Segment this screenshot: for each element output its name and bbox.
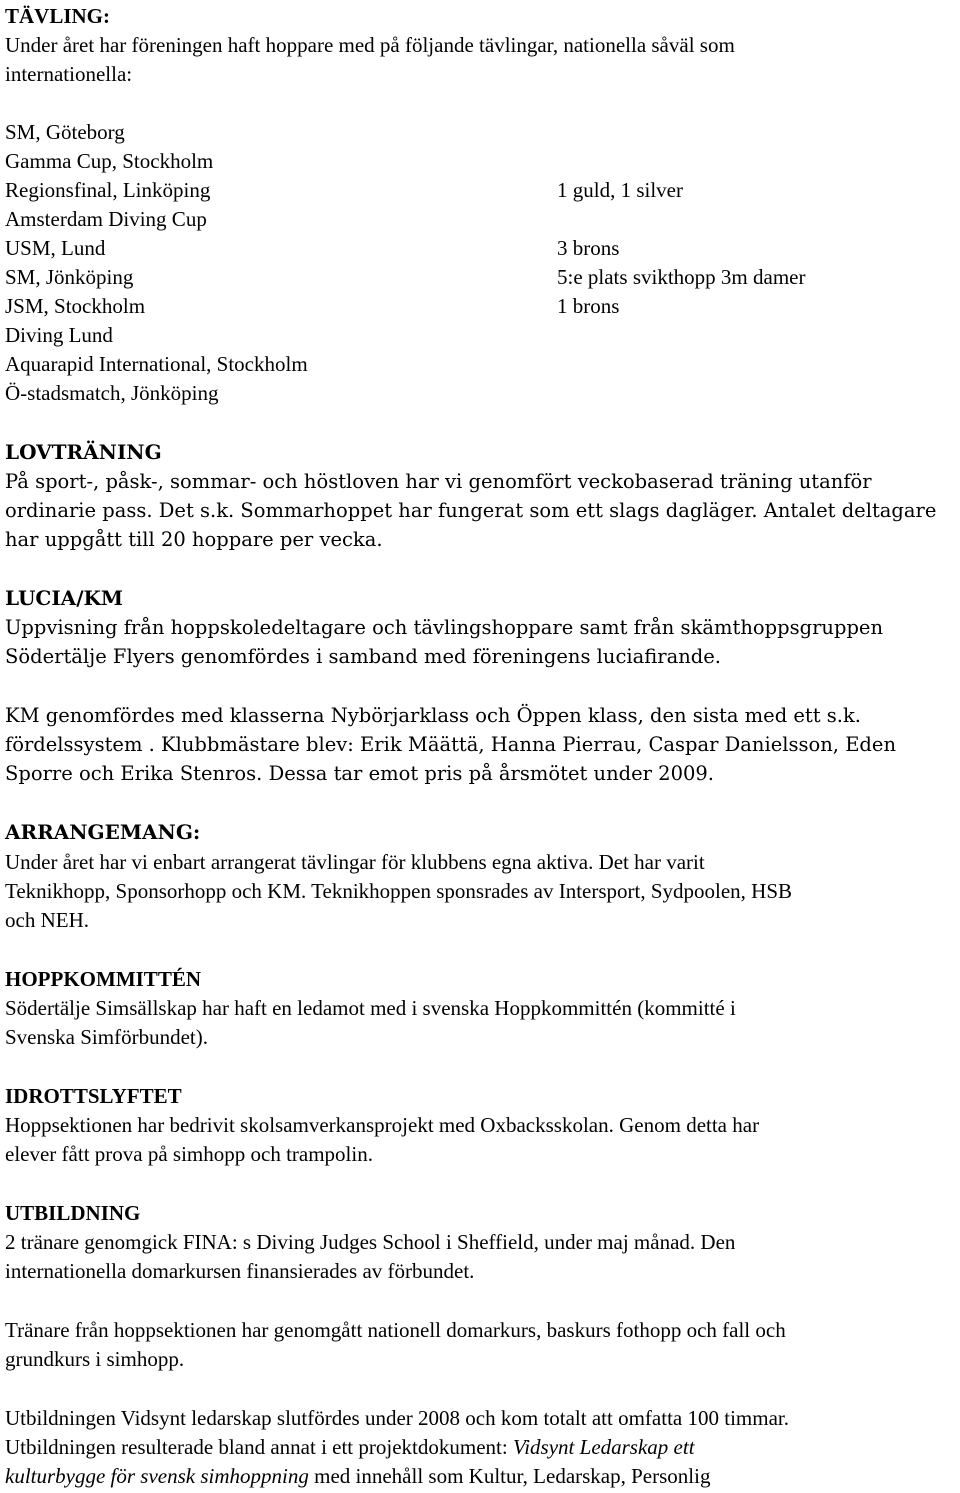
utbildning-line [5,1462,710,1491]
document-title-italic: kulturbygge för svensk simhoppning [5,1464,309,1488]
lovtraning-line: ordinarie pass. Det s.k. Sommarhoppet har fungerat som ett slags dagläger. Antalet deltagare [5,499,937,522]
hoppkommitten-heading: HOPPKOMMITTÉN [5,967,201,991]
utbildning-line [5,1433,695,1462]
idrottslyftet-line: elever fått prova på simhopp och trampolin. [5,1142,373,1166]
idrottslyftet-line: Hoppsektionen har bedrivit skolsamverkansprojekt med Oxbacksskolan. Genom detta har [5,1113,760,1137]
competition-result: 1 brons [557,294,620,318]
competition-name: SM, Göteborg [5,120,125,144]
utbildning-line-text: med innehåll som Kultur, Ledarskap, Personlig [308,1464,711,1488]
document-title-italic: Vidsynt Ledarskap ett [512,1435,695,1459]
hoppkommitten-line: Svenska Simförbundet). [5,1025,208,1049]
competition-name: USM, Lund [5,236,106,260]
competition-name: Amsterdam Diving Cup [5,207,207,231]
competition-name: JSM, Stockholm [5,294,146,318]
lovtraning-heading: LOVTRÄNING [5,440,162,464]
tavling-intro-line: internationella: [5,62,133,86]
competition-name: Ö-stadsmatch, Jönköping [5,381,219,405]
lucia-heading: LUCIA/KM [5,586,124,610]
arrangemang-line: och NEH. [5,908,89,932]
competition-name: Aquarapid International, Stockholm [5,352,308,376]
competition-name: SM, Jönköping [5,265,134,289]
arrangemang-line: Under året har vi enbart arrangerat tävlingar för klubbens egna aktiva. Det har varit [5,850,705,874]
competition-result: 3 brons [557,236,620,260]
lucia-line: Södertälje Flyers genomfördes i samband med föreningens luciafirande. [5,645,721,668]
tavling-intro-line: Under året har föreningen haft hoppare med på följande tävlingar, nationella såväl som [5,33,735,57]
competition-result: 1 guld, 1 silver [557,178,683,202]
lovtraning-line: har uppgått till 20 hoppare per vecka. [5,528,383,551]
utbildning-line: Tränare från hoppsektionen har genomgått nationell domarkurs, baskurs fothopp och fall och [5,1318,786,1342]
competition-result: 5:e plats svikthopp 3m damer [557,265,806,289]
lucia-line: Sporre och Erika Stenros. Dessa tar emot pris på årsmötet under 2009. [5,762,715,785]
hoppkommitten-line: Södertälje Simsällskap har haft en ledamot med i svenska Hoppkommittén (kommitté i [5,996,736,1020]
lovtraning-line: På sport-, påsk-, sommar- och höstloven har vi genomfört veckobaserad träning utanför [5,470,872,493]
arrangemang-line: Teknikhopp, Sponsorhopp och KM. Teknikhoppen sponsrades av Intersport, Sydpoolen, HSB [5,879,793,903]
arrangemang-heading: ARRANGEMANG: [5,820,201,844]
utbildning-line: 2 tränare genomgick FINA: s Diving Judges School i Sheffield, under maj månad. Den [5,1230,736,1254]
tavling-heading: TÄVLING: [5,4,111,28]
idrottslyftet-heading: IDROTTSLYFTET [5,1084,182,1108]
utbildning-line-text: Utbildningen resulterade bland annat i ett projektdokument: [5,1435,513,1459]
utbildning-line: grundkurs i simhopp. [5,1347,185,1371]
competition-name: Diving Lund [5,323,113,347]
competition-name: Regionsfinal, Linköping [5,178,211,202]
utbildning-heading: UTBILDNING [5,1201,141,1225]
lucia-line: Uppvisning från hoppskoledeltagare och tävlingshoppare samt från skämthoppsgruppen [5,616,884,639]
utbildning-line: Utbildningen Vidsynt ledarskap slutfördes under 2008 och kom totalt att omfatta 100 timmar. [5,1406,789,1430]
utbildning-line: internationella domarkursen finansierades av förbundet. [5,1259,475,1283]
lucia-line: KM genomfördes med klasserna Nybörjarklass och Öppen klass, den sista med ett s.k. [5,704,862,727]
competition-name: Gamma Cup, Stockholm [5,149,214,173]
lucia-line: fördelssystem . Klubbmästare blev: Erik Määttä, Hanna Pierrau, Caspar Danielsson, Eden [5,733,897,756]
